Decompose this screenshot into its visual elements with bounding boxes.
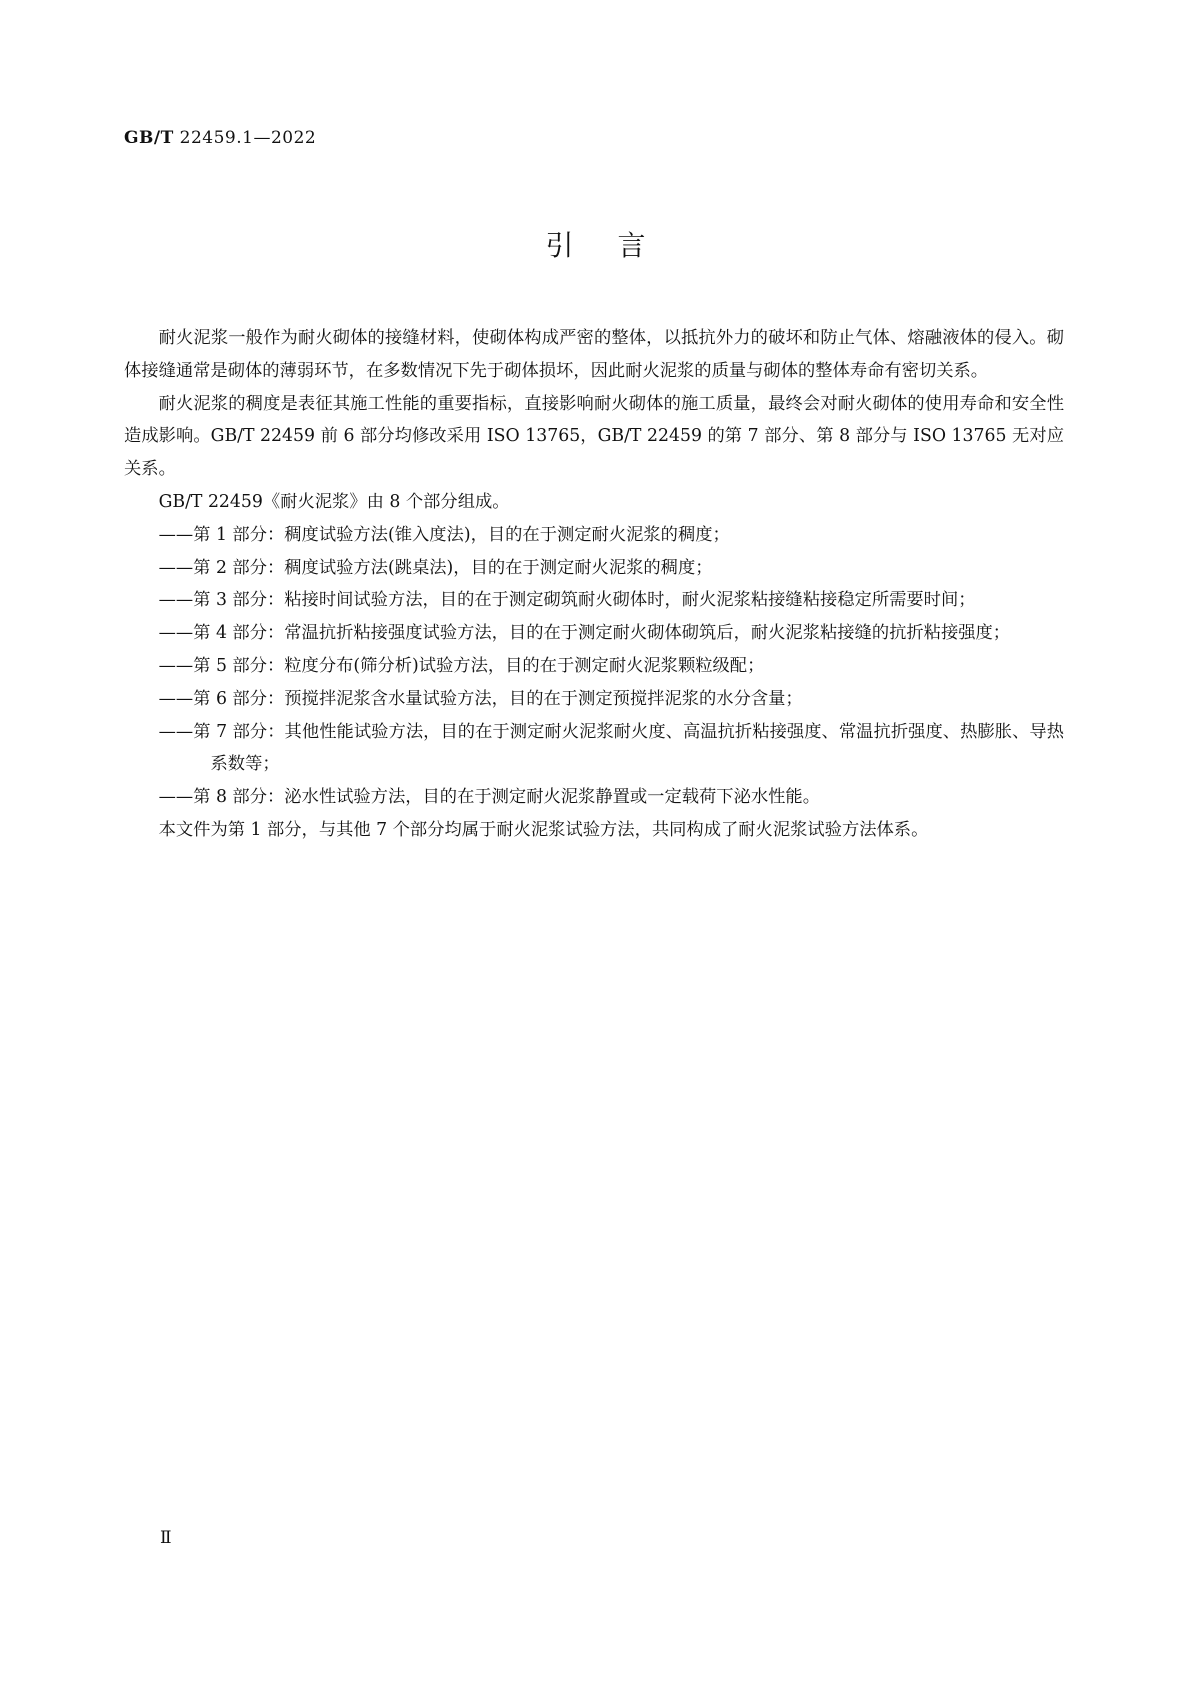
page-title: 引言 xyxy=(545,229,690,262)
list-item: ——第 8 部分：泌水性试验方法，目的在于测定耐火泥浆静置或一定载荷下泌水性能。 xyxy=(158,787,820,808)
list-item: ——第 6 部分：预搅拌泥浆含水量试验方法，目的在于测定预搅拌泥浆的水分含量； xyxy=(158,688,803,709)
page-number: Ⅱ xyxy=(160,1528,172,1548)
list-item: ——第 5 部分：粒度分布(筛分析)试验方法，目的在于测定耐火泥浆颗粒级配； xyxy=(158,655,765,676)
intro-paragraph-2: 耐火泥浆的稠度是表征其施工性能的重要指标，直接影响耐火砌体的施工质量，最终会对耐火砌体的使用寿命和安全性造成影响。GB/T 22459 前 6 部分均修改采用 ISO 13765，GB/T 22459 的第 7 部分、第 8 部分与 ISO 13765 无对应关系。 xyxy=(124,393,1064,480)
list-item: ——第 7 部分：其他性能试验方法，目的在于测定耐火泥浆耐火度、高温抗折粘接强度、常温抗折强度、热膨胀、导热系数等； xyxy=(158,721,1064,775)
list-item: ——第 1 部分：稠度试验方法(锥入度法)，目的在于测定耐火泥浆的稠度； xyxy=(158,524,730,545)
parts-list xyxy=(124,519,1064,814)
list-item: ——第 3 部分：粘接时间试验方法，目的在于测定砌筑耐火砌体时，耐火泥浆粘接缝粘接稳定所需要时间； xyxy=(158,590,976,611)
list-item: ——第 2 部分：稠度试验方法(跳桌法)，目的在于测定耐火泥浆的稠度； xyxy=(158,557,713,578)
intro-paragraph-1: 耐火泥浆一般作为耐火砌体的接缝材料，使砌体构成严密的整体，以抵抗外力的破坏和防止气体、熔融液体的侵入。砌体接缝通常是砌体的薄弱环节，在多数情况下先于砌体损坏，因此耐火泥浆的质量与砌体的整体寿命有密切关系。 xyxy=(124,328,1064,381)
document-code-number: 22459.1—2022 xyxy=(173,128,317,148)
document-body xyxy=(124,322,1064,847)
intro-paragraph-3: GB/T 22459《耐火泥浆》由 8 个部分组成。 xyxy=(158,491,510,512)
closing-paragraph: 本文件为第 1 部分，与其他 7 个部分均属于耐火泥浆试验方法，共同构成了耐火泥浆试验方法体系。 xyxy=(158,819,929,840)
document-code-prefix: GB/T xyxy=(124,128,174,148)
list-item: ——第 4 部分：常温抗折粘接强度试验方法，目的在于测定耐火砌体砌筑后，耐火泥浆粘接缝的抗折粘接强度； xyxy=(158,623,1011,644)
document-code xyxy=(124,128,316,148)
